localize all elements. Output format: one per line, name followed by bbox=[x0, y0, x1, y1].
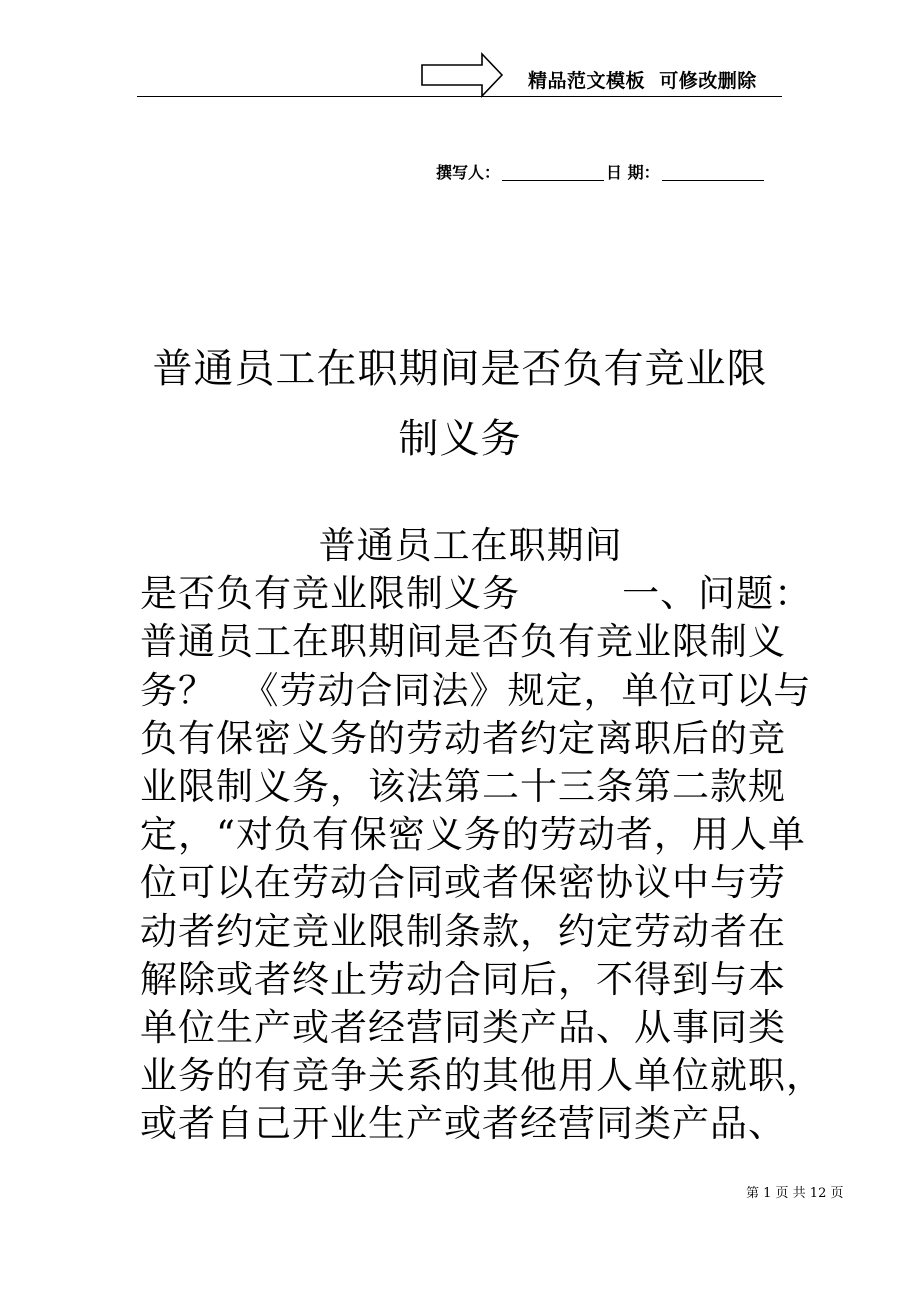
author-label: 撰写人： bbox=[436, 163, 501, 182]
body-line: 负有保密义务的劳动者约定离职后的竞 bbox=[140, 716, 786, 760]
body-line: 普通员工在职期间是否负有竞业限制义 bbox=[140, 620, 786, 664]
title-line: 制义务 bbox=[398, 416, 522, 462]
arrow-icon bbox=[420, 52, 504, 98]
page-footer: 第 1 页 共 12 页 bbox=[746, 1186, 844, 1201]
author-field[interactable] bbox=[502, 162, 604, 181]
body-line: 务？ 《劳动合同法》规定，单位可以与 bbox=[140, 668, 812, 712]
title-line: 普通员工在职期间是否负有竞业限 bbox=[152, 346, 768, 392]
body-line: 动者约定竞业限制条款，约定劳动者在 bbox=[140, 909, 786, 953]
body-line: 普通员工在职期间 bbox=[140, 524, 623, 567]
date-field[interactable] bbox=[662, 162, 764, 181]
document-body bbox=[140, 522, 824, 1148]
body-line: 是否负有竞业限制义务 一、问题： bbox=[140, 572, 813, 616]
meta-line bbox=[436, 160, 766, 183]
document-title bbox=[140, 334, 780, 474]
body-line: 业限制义务，该法第二十三条第二款规 bbox=[140, 764, 786, 808]
body-line: 单位生产或者经营同类产品、从事同类 bbox=[140, 1005, 786, 1049]
body-line: 定，“对负有保密义务的劳动者，用人单 bbox=[140, 813, 806, 857]
header-divider bbox=[137, 96, 782, 97]
body-line: 位可以在劳动合同或者保密协议中与劳 bbox=[140, 861, 786, 905]
body-line: 或者自己开业生产或者经营同类产品、 bbox=[140, 1102, 786, 1146]
body-line: 业务的有竞争关系的其他用人单位就职， bbox=[140, 1054, 824, 1098]
body-line: 解除或者终止劳动合同后，不得到与本 bbox=[140, 957, 786, 1001]
header-banner: 精品范文模板 可修改删除 bbox=[528, 70, 757, 92]
date-label: 日 期： bbox=[606, 163, 660, 182]
